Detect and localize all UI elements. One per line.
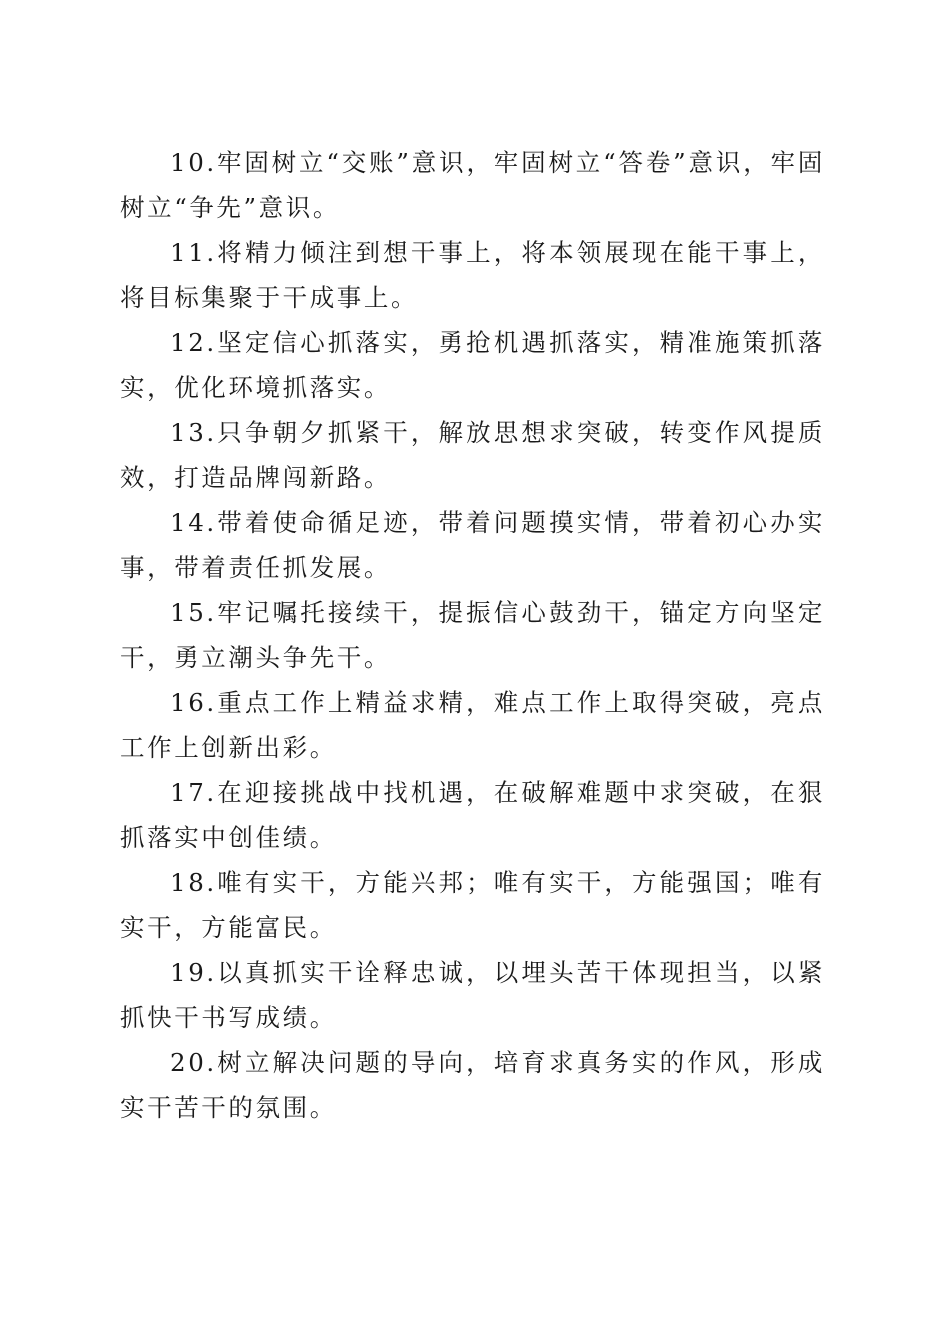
paragraph-13: 13.只争朝夕抓紧干，解放思想求突破，转变作风提质效，打造品牌闯新路。 <box>120 418 825 492</box>
paragraph-10: 10.牢固树立“交账”意识，牢固树立“答卷”意识，牢固树立“争先”意识。 <box>120 148 825 222</box>
paragraph-18: 18.唯有实干，方能兴邦；唯有实干，方能强国；唯有实干，方能富民。 <box>120 868 825 942</box>
paragraph-14: 14.带着使命循足迹，带着问题摸实情，带着初心办实事，带着责任抓发展。 <box>120 508 825 582</box>
paragraph-15: 15.牢记嘱托接续干，提振信心鼓劲干，锚定方向坚定干，勇立潮头争先干。 <box>120 598 825 672</box>
paragraph-11: 11.将精力倾注到想干事上，将本领展现在能干事上，将目标集聚于干成事上。 <box>120 238 825 312</box>
paragraph-19: 19.以真抓实干诠释忠诚，以埋头苦干体现担当，以紧抓快干书写成绩。 <box>120 958 825 1032</box>
document-body <box>120 140 825 1130</box>
paragraph-20: 20.树立解决问题的导向，培育求真务实的作风，形成实干苦干的氛围。 <box>120 1048 825 1122</box>
paragraph-16: 16.重点工作上精益求精，难点工作上取得突破，亮点工作上创新出彩。 <box>120 688 825 762</box>
paragraph-12: 12.坚定信心抓落实，勇抢机遇抓落实，精准施策抓落实，优化环境抓落实。 <box>120 328 825 402</box>
paragraph-17: 17.在迎接挑战中找机遇，在破解难题中求突破，在狠抓落实中创佳绩。 <box>120 778 825 852</box>
